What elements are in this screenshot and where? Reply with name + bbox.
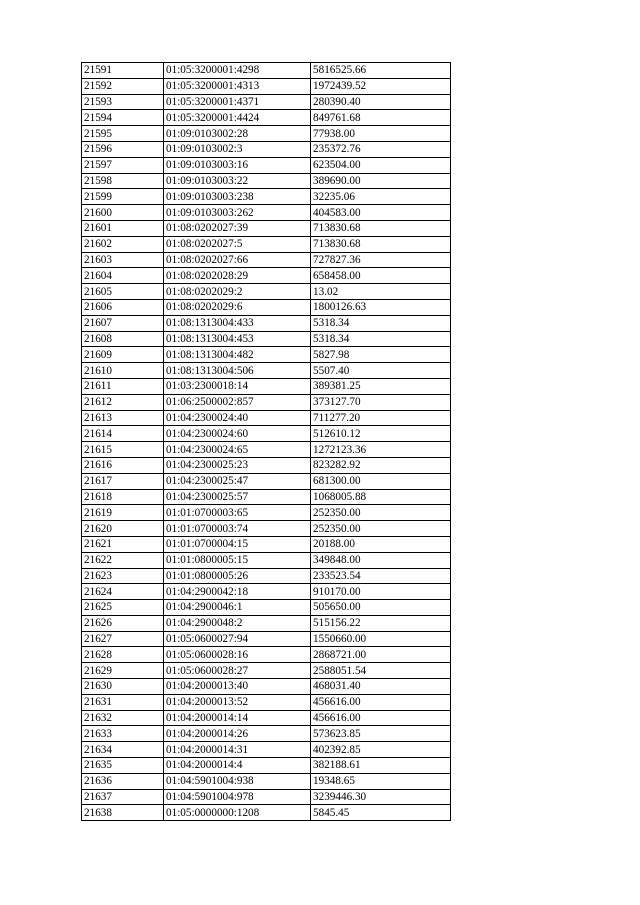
table-row xyxy=(82,173,451,189)
cadastral-number-cell: 01:08:0202028:29 xyxy=(164,268,311,284)
table-row xyxy=(82,489,451,505)
table-row xyxy=(82,252,451,268)
cadastral-number-cell: 01:08:0202029:2 xyxy=(164,284,311,300)
cadastral-number-cell: 01:04:2300024:40 xyxy=(164,410,311,426)
row-number-cell: 21611 xyxy=(82,378,164,394)
row-number-cell: 21595 xyxy=(82,126,164,142)
cadastral-number-cell: 01:08:0202027:5 xyxy=(164,236,311,252)
cadastral-number-cell: 01:04:5901004:978 xyxy=(164,789,311,805)
value-cell: 512610.12 xyxy=(311,426,451,442)
row-number-cell: 21632 xyxy=(82,710,164,726)
row-number-cell: 21631 xyxy=(82,694,164,710)
table-row xyxy=(82,679,451,695)
table-row xyxy=(82,268,451,284)
cadastral-number-cell: 01:08:0202029:6 xyxy=(164,299,311,315)
row-number-cell: 21612 xyxy=(82,394,164,410)
row-number-cell: 21622 xyxy=(82,552,164,568)
value-cell: 404583.00 xyxy=(311,205,451,221)
table-row xyxy=(82,236,451,252)
cadastral-number-cell: 01:09:0103003:22 xyxy=(164,173,311,189)
cadastral-number-cell: 01:01:0700004:15 xyxy=(164,536,311,552)
table-row xyxy=(82,378,451,394)
value-cell: 389690.00 xyxy=(311,173,451,189)
data-table xyxy=(81,62,451,821)
row-number-cell: 21633 xyxy=(82,726,164,742)
row-number-cell: 21618 xyxy=(82,489,164,505)
cadastral-number-cell: 01:09:0103002:28 xyxy=(164,126,311,142)
table-row xyxy=(82,189,451,205)
value-cell: 77938.00 xyxy=(311,126,451,142)
cadastral-number-cell: 01:04:2000013:52 xyxy=(164,694,311,710)
cadastral-number-cell: 01:05:0000000:1208 xyxy=(164,805,311,821)
value-cell: 389381.25 xyxy=(311,378,451,394)
cadastral-number-cell: 01:05:3200001:4298 xyxy=(164,63,311,79)
value-cell: 5318.34 xyxy=(311,315,451,331)
value-cell: 235372.76 xyxy=(311,141,451,157)
cadastral-number-cell: 01:06:2500002:857 xyxy=(164,394,311,410)
table-row xyxy=(82,220,451,236)
value-cell: 711277.20 xyxy=(311,410,451,426)
value-cell: 382188.61 xyxy=(311,758,451,774)
cadastral-number-cell: 01:08:1313004:453 xyxy=(164,331,311,347)
table-row xyxy=(82,521,451,537)
row-number-cell: 21594 xyxy=(82,110,164,126)
cadastral-number-cell: 01:04:2000014:31 xyxy=(164,742,311,758)
cadastral-number-cell: 01:04:2900042:18 xyxy=(164,584,311,600)
table-row xyxy=(82,315,451,331)
cadastral-number-cell: 01:08:1313004:433 xyxy=(164,315,311,331)
table-row xyxy=(82,410,451,426)
table-row xyxy=(82,505,451,521)
cadastral-number-cell: 01:08:0202027:66 xyxy=(164,252,311,268)
value-cell: 1800126.63 xyxy=(311,299,451,315)
value-cell: 505650.00 xyxy=(311,600,451,616)
value-cell: 823282.92 xyxy=(311,457,451,473)
row-number-cell: 21621 xyxy=(82,536,164,552)
value-cell: 19348.65 xyxy=(311,773,451,789)
table-row xyxy=(82,805,451,821)
row-number-cell: 21626 xyxy=(82,615,164,631)
value-cell: 5816525.66 xyxy=(311,63,451,79)
table-row xyxy=(82,726,451,742)
row-number-cell: 21596 xyxy=(82,141,164,157)
value-cell: 5507.40 xyxy=(311,363,451,379)
row-number-cell: 21616 xyxy=(82,457,164,473)
table-row xyxy=(82,78,451,94)
row-number-cell: 21634 xyxy=(82,742,164,758)
table-row xyxy=(82,647,451,663)
row-number-cell: 21597 xyxy=(82,157,164,173)
value-cell: 713830.68 xyxy=(311,220,451,236)
value-cell: 2588051.54 xyxy=(311,663,451,679)
row-number-cell: 21628 xyxy=(82,647,164,663)
row-number-cell: 21614 xyxy=(82,426,164,442)
table-row xyxy=(82,663,451,679)
cadastral-number-cell: 01:04:2300024:65 xyxy=(164,442,311,458)
cadastral-number-cell: 01:05:3200001:4313 xyxy=(164,78,311,94)
cadastral-number-cell: 01:04:2300025:47 xyxy=(164,473,311,489)
row-number-cell: 21610 xyxy=(82,363,164,379)
cadastral-number-cell: 01:08:1313004:506 xyxy=(164,363,311,379)
row-number-cell: 21625 xyxy=(82,600,164,616)
value-cell: 623504.00 xyxy=(311,157,451,173)
table-row xyxy=(82,710,451,726)
value-cell: 402392.85 xyxy=(311,742,451,758)
table-row xyxy=(82,205,451,221)
row-number-cell: 21608 xyxy=(82,331,164,347)
row-number-cell: 21600 xyxy=(82,205,164,221)
table-row xyxy=(82,552,451,568)
value-cell: 681300.00 xyxy=(311,473,451,489)
table-row xyxy=(82,789,451,805)
table-row xyxy=(82,536,451,552)
row-number-cell: 21593 xyxy=(82,94,164,110)
table-row xyxy=(82,141,451,157)
cadastral-number-cell: 01:04:2000014:26 xyxy=(164,726,311,742)
table-row xyxy=(82,584,451,600)
table-row xyxy=(82,442,451,458)
value-cell: 3239446.30 xyxy=(311,789,451,805)
table-row xyxy=(82,742,451,758)
row-number-cell: 21613 xyxy=(82,410,164,426)
value-cell: 1550660.00 xyxy=(311,631,451,647)
row-number-cell: 21602 xyxy=(82,236,164,252)
cadastral-number-cell: 01:01:0800005:15 xyxy=(164,552,311,568)
table-row xyxy=(82,94,451,110)
cadastral-number-cell: 01:09:0103002:3 xyxy=(164,141,311,157)
value-cell: 349848.00 xyxy=(311,552,451,568)
value-cell: 5827.98 xyxy=(311,347,451,363)
value-cell: 5318.34 xyxy=(311,331,451,347)
table-row xyxy=(82,347,451,363)
table-row xyxy=(82,63,451,79)
row-number-cell: 21624 xyxy=(82,584,164,600)
row-number-cell: 21591 xyxy=(82,63,164,79)
value-cell: 515156.22 xyxy=(311,615,451,631)
table-body xyxy=(82,63,451,821)
cadastral-number-cell: 01:05:0600027:94 xyxy=(164,631,311,647)
table-row xyxy=(82,758,451,774)
value-cell: 713830.68 xyxy=(311,236,451,252)
value-cell: 233523.54 xyxy=(311,568,451,584)
row-number-cell: 21606 xyxy=(82,299,164,315)
row-number-cell: 21630 xyxy=(82,679,164,695)
table-row xyxy=(82,126,451,142)
row-number-cell: 21620 xyxy=(82,521,164,537)
value-cell: 468031.40 xyxy=(311,679,451,695)
cadastral-number-cell: 01:04:2000014:14 xyxy=(164,710,311,726)
value-cell: 658458.00 xyxy=(311,268,451,284)
row-number-cell: 21627 xyxy=(82,631,164,647)
table-row xyxy=(82,473,451,489)
row-number-cell: 21638 xyxy=(82,805,164,821)
value-cell: 1068005.88 xyxy=(311,489,451,505)
value-cell: 849761.68 xyxy=(311,110,451,126)
value-cell: 13.02 xyxy=(311,284,451,300)
table-row xyxy=(82,426,451,442)
cadastral-number-cell: 01:04:2300025:57 xyxy=(164,489,311,505)
row-number-cell: 21617 xyxy=(82,473,164,489)
row-number-cell: 21599 xyxy=(82,189,164,205)
row-number-cell: 21604 xyxy=(82,268,164,284)
row-number-cell: 21623 xyxy=(82,568,164,584)
table-row xyxy=(82,615,451,631)
table-row xyxy=(82,457,451,473)
row-number-cell: 21603 xyxy=(82,252,164,268)
cadastral-number-cell: 01:03:2300018:14 xyxy=(164,378,311,394)
table-row xyxy=(82,157,451,173)
value-cell: 252350.00 xyxy=(311,505,451,521)
cadastral-number-cell: 01:01:0700003:74 xyxy=(164,521,311,537)
cadastral-number-cell: 01:09:0103003:238 xyxy=(164,189,311,205)
row-number-cell: 21592 xyxy=(82,78,164,94)
table-row xyxy=(82,773,451,789)
cadastral-number-cell: 01:04:2900046:1 xyxy=(164,600,311,616)
row-number-cell: 21629 xyxy=(82,663,164,679)
cadastral-number-cell: 01:09:0103003:262 xyxy=(164,205,311,221)
row-number-cell: 21635 xyxy=(82,758,164,774)
value-cell: 20188.00 xyxy=(311,536,451,552)
row-number-cell: 21637 xyxy=(82,789,164,805)
value-cell: 910170.00 xyxy=(311,584,451,600)
row-number-cell: 21605 xyxy=(82,284,164,300)
table-row xyxy=(82,394,451,410)
cadastral-number-cell: 01:08:0202027:39 xyxy=(164,220,311,236)
row-number-cell: 21619 xyxy=(82,505,164,521)
value-cell: 280390.40 xyxy=(311,94,451,110)
cadastral-number-cell: 01:04:2300024:60 xyxy=(164,426,311,442)
row-number-cell: 21636 xyxy=(82,773,164,789)
cadastral-number-cell: 01:05:0600028:16 xyxy=(164,647,311,663)
cadastral-number-cell: 01:05:0600028:27 xyxy=(164,663,311,679)
value-cell: 2868721.00 xyxy=(311,647,451,663)
value-cell: 252350.00 xyxy=(311,521,451,537)
cadastral-number-cell: 01:04:2900048:2 xyxy=(164,615,311,631)
value-cell: 727827.36 xyxy=(311,252,451,268)
value-cell: 1972439.52 xyxy=(311,78,451,94)
value-cell: 373127.70 xyxy=(311,394,451,410)
cadastral-number-cell: 01:05:3200001:4371 xyxy=(164,94,311,110)
table-row xyxy=(82,694,451,710)
table-row xyxy=(82,631,451,647)
cadastral-number-cell: 01:09:0103003:16 xyxy=(164,157,311,173)
cadastral-number-cell: 01:04:5901004:938 xyxy=(164,773,311,789)
table-row xyxy=(82,331,451,347)
row-number-cell: 21615 xyxy=(82,442,164,458)
row-number-cell: 21598 xyxy=(82,173,164,189)
cadastral-number-cell: 01:04:2000014:4 xyxy=(164,758,311,774)
cadastral-number-cell: 01:08:1313004:482 xyxy=(164,347,311,363)
table-row xyxy=(82,299,451,315)
value-cell: 456616.00 xyxy=(311,694,451,710)
table-row xyxy=(82,110,451,126)
cadastral-number-cell: 01:04:2000013:40 xyxy=(164,679,311,695)
row-number-cell: 21607 xyxy=(82,315,164,331)
value-cell: 5845.45 xyxy=(311,805,451,821)
table-row xyxy=(82,363,451,379)
cadastral-number-cell: 01:04:2300025:23 xyxy=(164,457,311,473)
table-row xyxy=(82,600,451,616)
value-cell: 32235.06 xyxy=(311,189,451,205)
value-cell: 573623.85 xyxy=(311,726,451,742)
value-cell: 456616.00 xyxy=(311,710,451,726)
cadastral-number-cell: 01:01:0800005:26 xyxy=(164,568,311,584)
table-row xyxy=(82,568,451,584)
value-cell: 1272123.36 xyxy=(311,442,451,458)
cadastral-number-cell: 01:05:3200001:4424 xyxy=(164,110,311,126)
cadastral-number-cell: 01:01:0700003:65 xyxy=(164,505,311,521)
row-number-cell: 21601 xyxy=(82,220,164,236)
row-number-cell: 21609 xyxy=(82,347,164,363)
table-row xyxy=(82,284,451,300)
